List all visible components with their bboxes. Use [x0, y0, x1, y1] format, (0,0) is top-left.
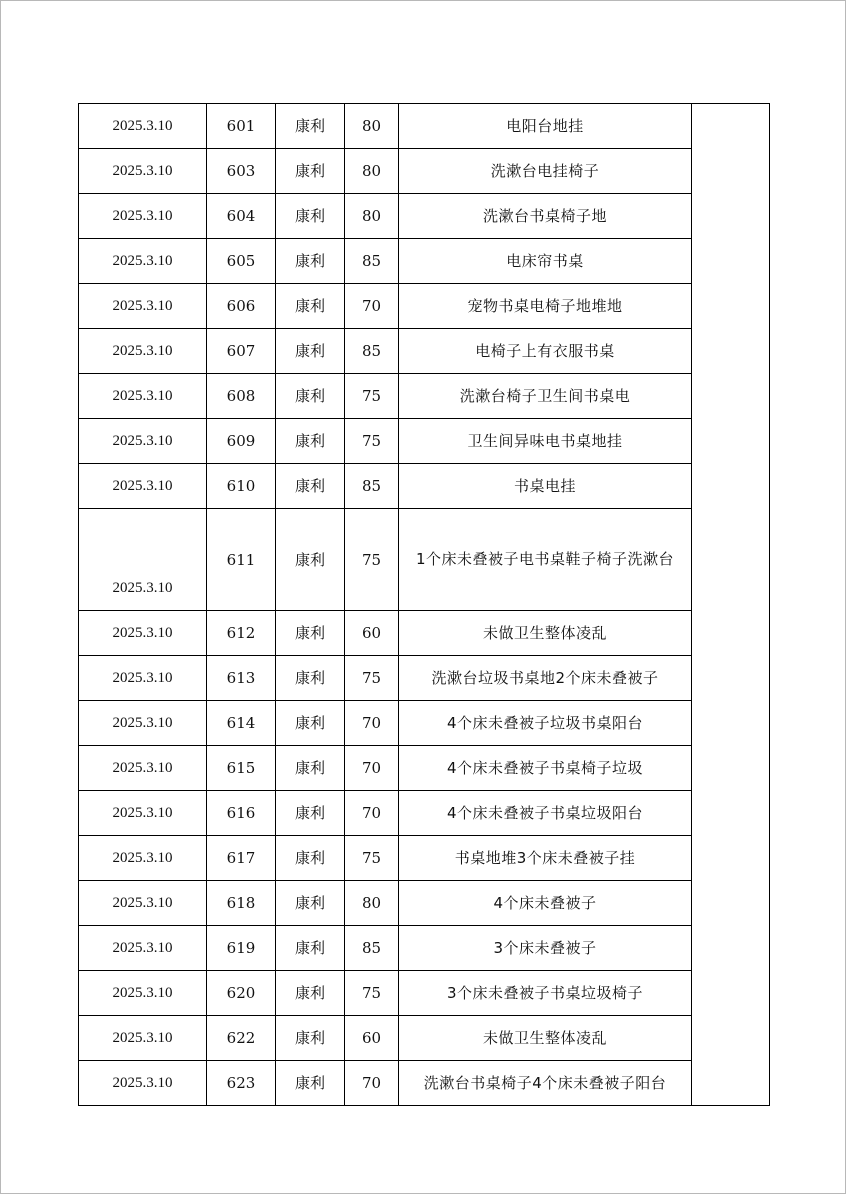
table-row	[79, 464, 770, 509]
inspector-cell: 康利	[276, 239, 345, 284]
inspector-cell: 康利	[276, 194, 345, 239]
inspector-cell: 康利	[276, 464, 345, 509]
date-cell: 2025.3.10	[79, 239, 207, 284]
inspector-cell: 康利	[276, 149, 345, 194]
room-cell: 604	[207, 194, 276, 239]
inspection-table	[78, 103, 770, 1106]
inspector-cell: 康利	[276, 1016, 345, 1061]
inspector-cell: 康利	[276, 284, 345, 329]
inspector-cell: 康利	[276, 611, 345, 656]
room-cell: 603	[207, 149, 276, 194]
table-row	[79, 836, 770, 881]
table-row	[79, 509, 770, 611]
score-cell: 70	[345, 701, 399, 746]
issues-cell: 洗漱台书桌椅子4个床未叠被子阳台	[399, 1061, 692, 1106]
date-cell: 2025.3.10	[79, 464, 207, 509]
score-cell: 75	[345, 656, 399, 701]
date-cell: 2025.3.10	[79, 881, 207, 926]
table-row	[79, 656, 770, 701]
date-cell: 2025.3.10	[79, 509, 207, 611]
score-cell: 75	[345, 971, 399, 1016]
table-body	[79, 104, 770, 1106]
date-cell: 2025.3.10	[79, 701, 207, 746]
remarks-cell	[692, 104, 770, 1106]
inspector-cell: 康利	[276, 881, 345, 926]
room-cell: 617	[207, 836, 276, 881]
issues-cell: 1个床未叠被子电书桌鞋子椅子洗漱台	[399, 509, 692, 611]
room-cell: 620	[207, 971, 276, 1016]
score-cell: 70	[345, 284, 399, 329]
issues-cell: 洗漱台书桌椅子地	[399, 194, 692, 239]
table-row	[79, 194, 770, 239]
room-cell: 610	[207, 464, 276, 509]
inspector-cell: 康利	[276, 701, 345, 746]
table-row	[79, 149, 770, 194]
score-cell: 60	[345, 1016, 399, 1061]
inspector-cell: 康利	[276, 791, 345, 836]
table-row	[79, 419, 770, 464]
issues-cell: 电椅子上有衣服书桌	[399, 329, 692, 374]
inspector-cell: 康利	[276, 971, 345, 1016]
score-cell: 70	[345, 1061, 399, 1106]
issues-cell: 卫生间异味电书桌地挂	[399, 419, 692, 464]
inspector-cell: 康利	[276, 104, 345, 149]
score-cell: 60	[345, 611, 399, 656]
inspector-cell: 康利	[276, 926, 345, 971]
issues-cell: 书桌电挂	[399, 464, 692, 509]
issues-cell: 4个床未叠被子	[399, 881, 692, 926]
date-cell: 2025.3.10	[79, 194, 207, 239]
table-row	[79, 791, 770, 836]
room-cell: 606	[207, 284, 276, 329]
room-cell: 612	[207, 611, 276, 656]
issues-cell: 4个床未叠被子垃圾书桌阳台	[399, 701, 692, 746]
table-row	[79, 374, 770, 419]
score-cell: 80	[345, 194, 399, 239]
date-cell: 2025.3.10	[79, 104, 207, 149]
issues-cell: 洗漱台垃圾书桌地2个床未叠被子	[399, 656, 692, 701]
room-cell: 608	[207, 374, 276, 419]
room-cell: 613	[207, 656, 276, 701]
room-cell: 605	[207, 239, 276, 284]
room-cell: 622	[207, 1016, 276, 1061]
score-cell: 70	[345, 746, 399, 791]
table-row	[79, 701, 770, 746]
score-cell: 85	[345, 239, 399, 284]
inspector-cell: 康利	[276, 746, 345, 791]
date-cell: 2025.3.10	[79, 1061, 207, 1106]
issues-cell: 未做卫生整体凌乱	[399, 611, 692, 656]
issues-cell: 电床帘书桌	[399, 239, 692, 284]
table-row	[79, 926, 770, 971]
score-cell: 80	[345, 881, 399, 926]
room-cell: 601	[207, 104, 276, 149]
score-cell: 85	[345, 926, 399, 971]
inspector-cell: 康利	[276, 374, 345, 419]
room-cell: 611	[207, 509, 276, 611]
score-cell: 70	[345, 791, 399, 836]
date-cell: 2025.3.10	[79, 656, 207, 701]
table-row	[79, 881, 770, 926]
table-row	[79, 329, 770, 374]
date-cell: 2025.3.10	[79, 284, 207, 329]
room-cell: 615	[207, 746, 276, 791]
score-cell: 85	[345, 329, 399, 374]
issues-cell: 书桌地堆3个床未叠被子挂	[399, 836, 692, 881]
room-cell: 618	[207, 881, 276, 926]
issues-cell: 洗漱台椅子卫生间书桌电	[399, 374, 692, 419]
issues-cell: 未做卫生整体凌乱	[399, 1016, 692, 1061]
issues-cell: 洗漱台电挂椅子	[399, 149, 692, 194]
score-cell: 85	[345, 464, 399, 509]
room-cell: 619	[207, 926, 276, 971]
date-cell: 2025.3.10	[79, 791, 207, 836]
table-row	[79, 1061, 770, 1106]
score-cell: 75	[345, 509, 399, 611]
inspector-cell: 康利	[276, 419, 345, 464]
room-cell: 616	[207, 791, 276, 836]
score-cell: 75	[345, 419, 399, 464]
score-cell: 75	[345, 374, 399, 419]
inspector-cell: 康利	[276, 509, 345, 611]
issues-cell: 3个床未叠被子书桌垃圾椅子	[399, 971, 692, 1016]
date-cell: 2025.3.10	[79, 329, 207, 374]
date-cell: 2025.3.10	[79, 149, 207, 194]
date-cell: 2025.3.10	[79, 926, 207, 971]
table-row	[79, 239, 770, 284]
date-cell: 2025.3.10	[79, 971, 207, 1016]
table-row	[79, 971, 770, 1016]
score-cell: 80	[345, 104, 399, 149]
score-cell: 75	[345, 836, 399, 881]
table-row	[79, 611, 770, 656]
table-row	[79, 104, 770, 149]
date-cell: 2025.3.10	[79, 746, 207, 791]
issues-cell: 宠物书桌电椅子地堆地	[399, 284, 692, 329]
issues-cell: 电阳台地挂	[399, 104, 692, 149]
table-row	[79, 1016, 770, 1061]
inspector-cell: 康利	[276, 1061, 345, 1106]
issues-cell: 3个床未叠被子	[399, 926, 692, 971]
issues-cell: 4个床未叠被子书桌垃圾阳台	[399, 791, 692, 836]
issues-cell: 4个床未叠被子书桌椅子垃圾	[399, 746, 692, 791]
date-cell: 2025.3.10	[79, 1016, 207, 1061]
room-cell: 609	[207, 419, 276, 464]
room-cell: 623	[207, 1061, 276, 1106]
table-row	[79, 746, 770, 791]
date-cell: 2025.3.10	[79, 419, 207, 464]
date-cell: 2025.3.10	[79, 611, 207, 656]
date-cell: 2025.3.10	[79, 836, 207, 881]
table-row	[79, 284, 770, 329]
inspector-cell: 康利	[276, 329, 345, 374]
date-cell: 2025.3.10	[79, 374, 207, 419]
inspector-cell: 康利	[276, 656, 345, 701]
room-cell: 607	[207, 329, 276, 374]
room-cell: 614	[207, 701, 276, 746]
inspector-cell: 康利	[276, 836, 345, 881]
score-cell: 80	[345, 149, 399, 194]
